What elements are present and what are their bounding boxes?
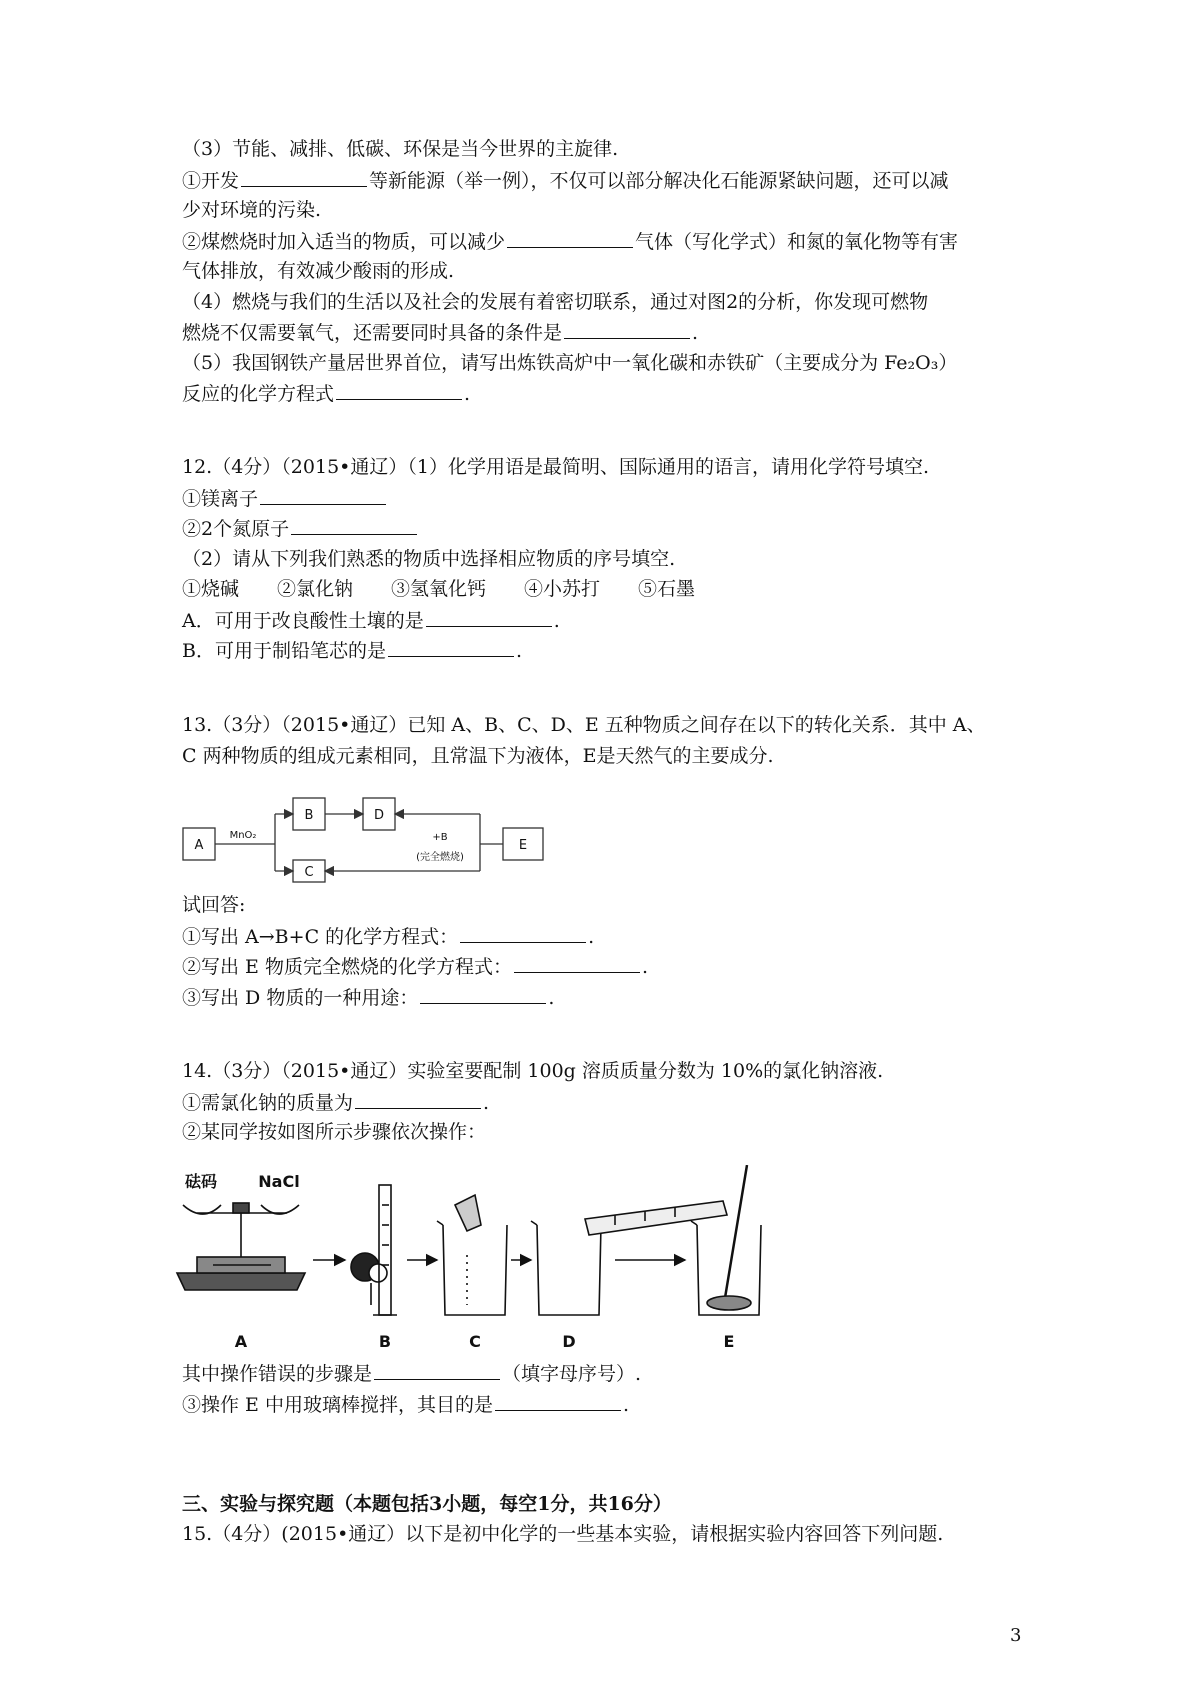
answer-blank[interactable]: [564, 320, 690, 339]
answer-blank[interactable]: [374, 1361, 500, 1380]
text-line: [182, 381, 470, 406]
text-line: C 两种物质的组成元素相同，且常温下为液体，E是天然气的主要成分.: [182, 745, 774, 767]
text: ①镁离子: [182, 488, 259, 510]
text-line: （4）燃烧与我们的生活以及社会的发展有着密切联系，通过对图2的分析，你发现可燃物: [182, 291, 929, 313]
question-15: 15.（4分）(2015•通辽）以下是初中化学的一些基本实验，请根据实验内容回答下列问题.: [182, 1523, 944, 1545]
step-d-label: D: [562, 1332, 576, 1351]
answer-blank[interactable]: [291, 516, 417, 535]
nacl-label: NaCl: [258, 1172, 300, 1191]
label-c: C: [304, 865, 314, 880]
text-line: [182, 1361, 641, 1386]
answer-blank[interactable]: [507, 229, 633, 248]
conversion-diagram: [180, 790, 560, 885]
step-c-label: C: [469, 1332, 481, 1351]
text: ②煤燃烧时加入适当的物质，可以减少: [182, 231, 506, 253]
text: 气体（写化学式）和氮的氧化物等有害: [635, 231, 959, 253]
text-line: 试回答:: [182, 894, 246, 916]
text-line: ②某同学按如图所示步骤依次操作：: [182, 1121, 487, 1143]
text-line: [182, 1392, 629, 1417]
text: .: [464, 383, 471, 405]
text: ①需氯化钠的质量为: [182, 1092, 354, 1114]
answer-blank[interactable]: [514, 954, 640, 973]
answer-blank[interactable]: [260, 486, 386, 505]
text-line: [182, 486, 388, 511]
text: ①开发: [182, 170, 240, 192]
text-line: [182, 516, 419, 541]
text: A．可用于改良酸性土壤的是: [182, 610, 424, 632]
text: （填字母序号）.: [502, 1363, 642, 1385]
text-line: [182, 229, 958, 254]
label-e: E: [518, 838, 528, 853]
answer-blank[interactable]: [388, 638, 514, 657]
text: 等新能源（举一例），不仅可以部分解决化石能源紧缺问题，还可以减: [369, 170, 949, 192]
text-line: [182, 608, 560, 633]
step-a-label: A: [234, 1332, 248, 1351]
text: .: [692, 322, 699, 344]
question-14: 14.（3分）（2015•通辽）实验室要配制 100g 溶质质量分数为 10%的氯化钠溶液.: [182, 1060, 884, 1082]
text: ②2个氮原子: [182, 518, 290, 540]
answer-blank[interactable]: [426, 608, 552, 627]
text-line: [182, 1090, 489, 1115]
text-line: [182, 320, 698, 345]
text-line: [182, 168, 949, 193]
text: .: [622, 1394, 629, 1416]
text: .: [515, 640, 523, 662]
solution-prep-diagram: [175, 1165, 795, 1355]
question-12: 12.（4分）（2015•通辽）（1）化学用语是最简明、国际通用的语言，请用化学符号填空.: [182, 456, 929, 478]
section-heading: 三、实验与探究题（本题包括3小题，每空1分，共16分）: [182, 1493, 672, 1515]
answer-blank[interactable]: [241, 168, 367, 187]
answer-blank[interactable]: [355, 1090, 481, 1109]
weight-label: 砝码: [184, 1172, 218, 1191]
question-13: 13.（3分）（2015•通辽）已知 A、B、C、D、E 五种物质之间存在以下的转化关系．其中 A、: [182, 714, 986, 736]
label-condition: (完全燃烧): [416, 852, 464, 863]
label-a: A: [194, 838, 204, 853]
text: .: [553, 610, 560, 632]
beaker-stir-icon: [691, 1165, 761, 1315]
text-line: （2）请从下列我们熟悉的物质中选择相应物质的序号填空.: [182, 548, 676, 570]
text: ③写出 D 物质的一种用途：: [182, 987, 419, 1009]
text: B．可用于制铅笔芯的是: [182, 640, 386, 662]
page-number: 3: [1010, 1625, 1022, 1646]
text-line: [182, 954, 648, 979]
text-line: （5）我国钢铁产量居世界首位，请写出炼铁高炉中一氧化碳和赤铁矿（主要成分为 Fe₂O₃）: [182, 352, 958, 374]
text-line: （3）节能、减排、低碳、环保是当今世界的主旋律.: [182, 138, 619, 160]
balance-icon: [177, 1203, 305, 1290]
label-b: B: [304, 808, 314, 823]
text-line: 气体排放，有效减少酸雨的形成.: [182, 260, 455, 282]
text: 燃烧不仅需要氧气，还需要同时具备的条件是: [182, 322, 563, 344]
answer-blank[interactable]: [336, 381, 462, 400]
text-line: 少对环境的污染.: [182, 199, 322, 221]
step-b-label: B: [378, 1332, 392, 1351]
answer-blank[interactable]: [420, 985, 546, 1004]
text-line: [182, 985, 554, 1010]
step-e-label: E: [723, 1332, 735, 1351]
text: 其中操作错误的步骤是: [182, 1363, 373, 1385]
text: ②写出 E 物质完全燃烧的化学方程式：: [182, 956, 512, 978]
text: 反应的化学方程式: [182, 383, 335, 405]
answer-blank[interactable]: [460, 924, 586, 943]
text: ③操作 E 中用玻璃棒搅拌，其目的是: [182, 1394, 493, 1416]
text-line: [182, 924, 594, 949]
text: ①写出 A→B+C 的化学方程式：: [182, 926, 459, 948]
label-plus-b: +B: [432, 832, 448, 843]
label-d: D: [373, 808, 385, 823]
beaker-icon: [437, 1195, 507, 1315]
text: .: [588, 926, 595, 948]
text: .: [548, 987, 555, 1009]
label-catalyst: MnO₂: [229, 830, 257, 841]
measuring-cylinder-icon: [351, 1185, 397, 1315]
text: .: [483, 1092, 490, 1114]
text: .: [641, 956, 648, 978]
answer-blank[interactable]: [495, 1392, 621, 1411]
text-line: ①烧碱 ②氯化钠 ③氢氧化钙 ④小苏打 ⑤石墨: [182, 578, 696, 600]
text-line: [182, 638, 522, 663]
